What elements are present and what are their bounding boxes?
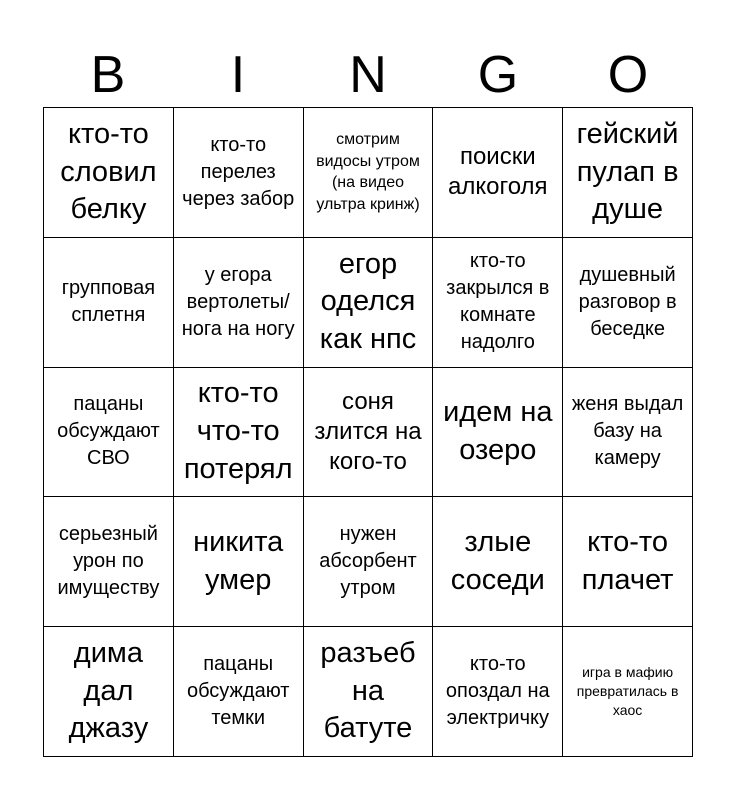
header-letter-i: I xyxy=(230,46,246,104)
bingo-cell-r5-c1[interactable] xyxy=(44,627,174,757)
bingo-cell-r2-c4[interactable] xyxy=(433,238,563,368)
cell-text: кто-то закрылся в комнате надолго xyxy=(446,250,550,354)
cell-text: кто-то перелез через забор xyxy=(182,133,295,210)
bingo-cell-r2-c2[interactable] xyxy=(174,238,304,368)
cell-text: поиски алкоголя xyxy=(448,143,548,201)
cell-text: смотрим видосы утром (на видео ультра кринж) xyxy=(316,131,420,213)
header-letter-g: G xyxy=(477,46,519,104)
cell-text: групповая сплетня xyxy=(61,277,156,327)
bingo-cell-r5-c4[interactable] xyxy=(433,627,563,757)
bingo-cell-r3-c2[interactable] xyxy=(174,368,304,498)
cell-text: кто-то словил белку xyxy=(60,117,157,226)
cell-text: дима дал джазу xyxy=(68,637,149,745)
bingo-cell-r1-c2[interactable] xyxy=(174,108,304,238)
bingo-cell-r1-c1[interactable] xyxy=(44,108,174,238)
bingo-cell-r4-c5[interactable] xyxy=(563,497,693,627)
bingo-cell-r2-c1[interactable] xyxy=(44,238,174,368)
bingo-cell-r3-c3[interactable] xyxy=(304,368,434,498)
bingo-cell-r4-c1[interactable] xyxy=(44,497,174,627)
bingo-cell-r1-c4[interactable] xyxy=(433,108,563,238)
header-letter-o: O xyxy=(607,46,649,104)
cell-text: игра в мафию превратилась в хаос xyxy=(576,664,679,719)
bingo-grid xyxy=(43,107,693,757)
cell-text: пацаны обсуждают СВО xyxy=(57,393,160,470)
bingo-cell-r3-c4[interactable] xyxy=(433,368,563,498)
cell-text: нужен абсорбент утром xyxy=(319,523,417,600)
bingo-cell-r3-c1[interactable] xyxy=(44,368,174,498)
cell-text: кто-то что-то потерял xyxy=(183,377,293,485)
bingo-cell-r2-c3[interactable] xyxy=(304,238,434,368)
bingo-cell-r4-c2[interactable] xyxy=(174,497,304,627)
cell-text: злые соседи xyxy=(450,526,545,596)
cell-text: егор оделся как нпс xyxy=(319,247,417,356)
bingo-cell-r5-c5[interactable] xyxy=(563,627,693,757)
cell-text: кто-то плачет xyxy=(581,526,674,596)
cell-text: разъеб на батуте xyxy=(320,637,416,745)
bingo-cell-r1-c5[interactable] xyxy=(563,108,693,238)
bingo-cell-r2-c5[interactable] xyxy=(563,238,693,368)
cell-text: никита умер xyxy=(193,526,284,596)
bingo-cell-r4-c3[interactable] xyxy=(304,497,434,627)
bingo-cell-r3-c5[interactable] xyxy=(563,368,693,498)
cell-text: кто-то опоздал на электричку xyxy=(445,653,550,730)
bingo-cell-r5-c2[interactable] xyxy=(174,627,304,757)
header-letter-b: B xyxy=(90,46,126,104)
cell-text: женя выдал базу на камеру xyxy=(571,393,684,470)
cell-text: гейский пулап в душе xyxy=(576,117,679,226)
bingo-cell-r4-c4[interactable] xyxy=(433,497,563,627)
bingo-cell-r1-c3[interactable] xyxy=(304,108,434,238)
cell-text: у егора вертолеты/нога на ногу xyxy=(181,263,295,340)
cell-text: идем на озеро xyxy=(443,396,553,466)
cell-text: душевный разговор в беседке xyxy=(578,263,677,340)
cell-text: серьезный урон по имуществу xyxy=(57,523,160,600)
header-letter-n: N xyxy=(349,46,387,104)
cell-text: соня злится на кого-то xyxy=(314,387,422,475)
cell-text: пацаны обсуждают темки xyxy=(186,653,290,730)
bingo-cell-r5-c3[interactable] xyxy=(304,627,434,757)
bingo-header xyxy=(43,40,693,110)
